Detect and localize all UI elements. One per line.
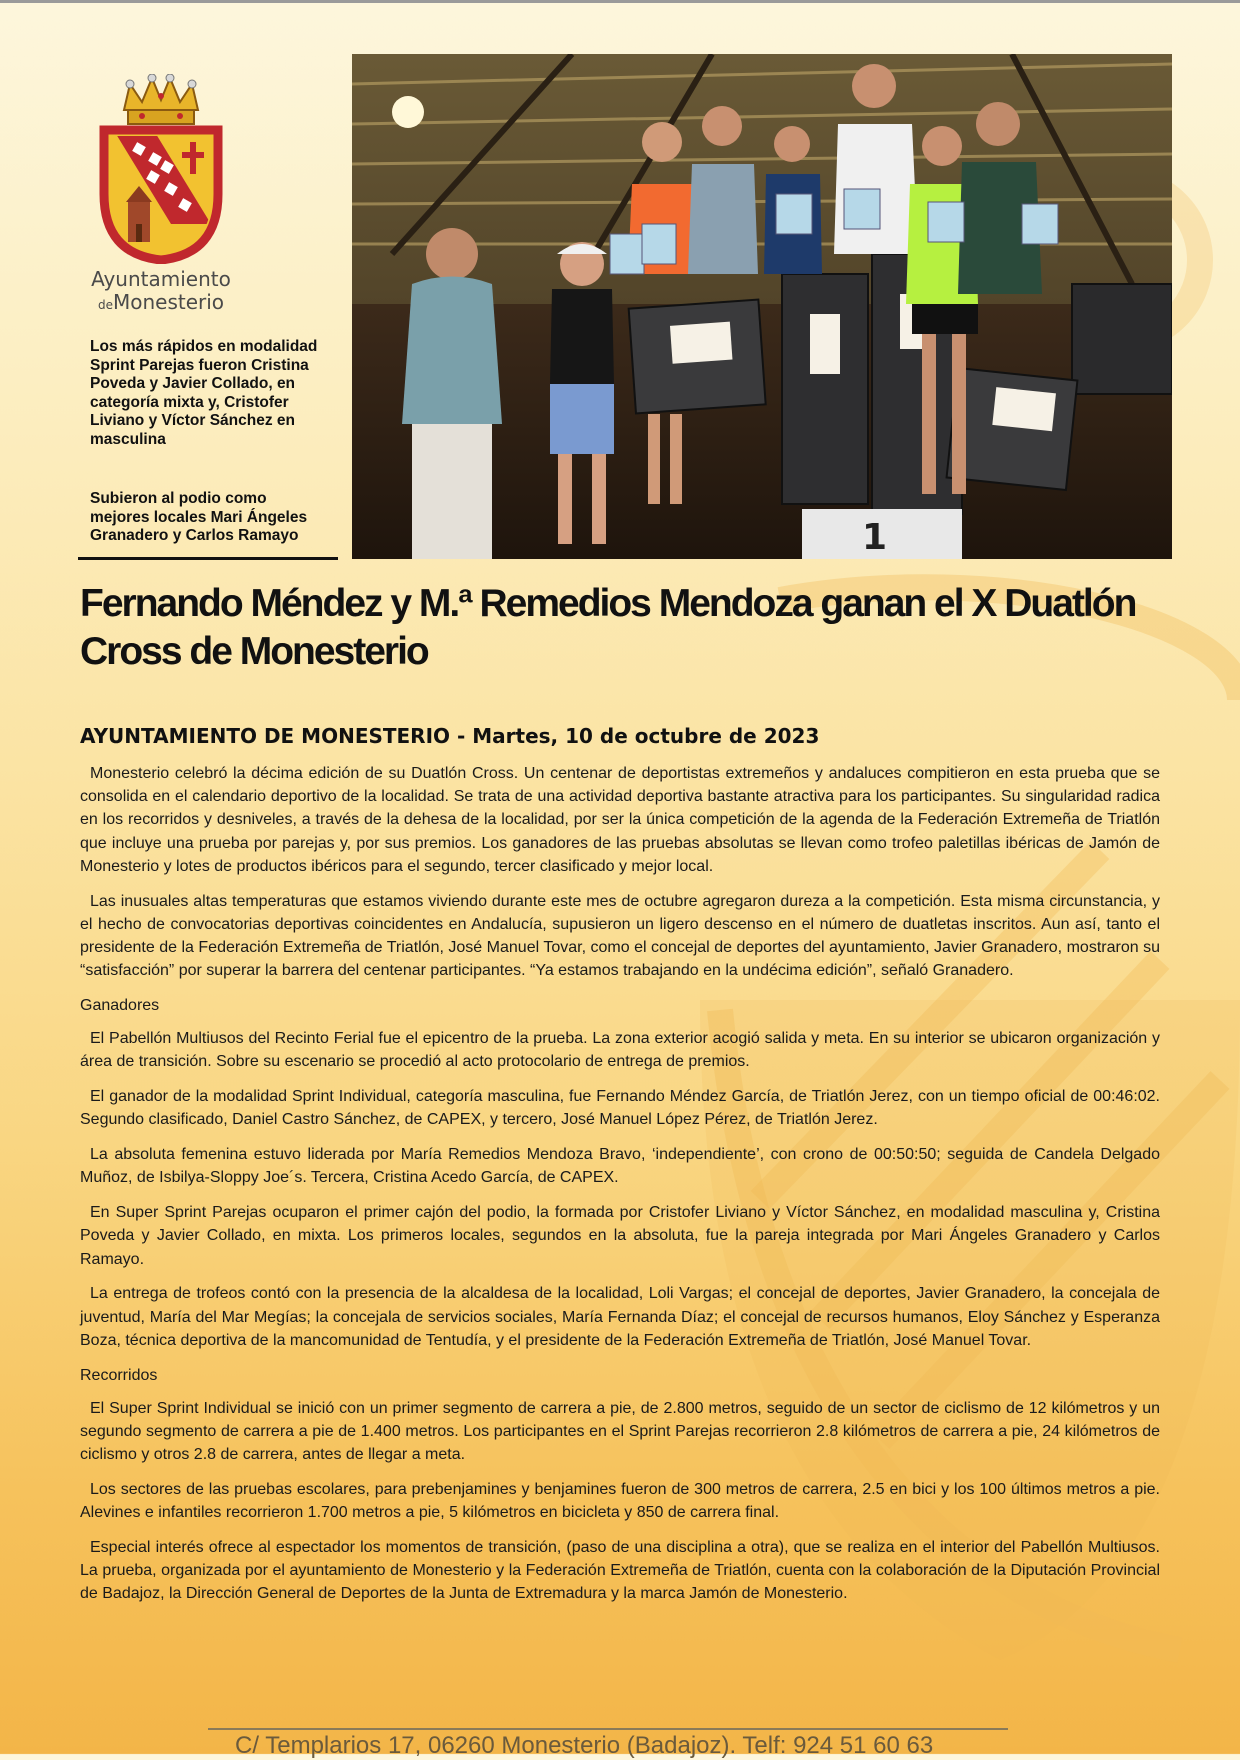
paragraph-4: El ganador de la modalidad Sprint Individual, categoría masculina, fue Fernando Méndez García, de Triatlón Jerez, con un tiempo oficial de 00:46:02. Segundo clasificado, Daniel Castro Sánchez, de CAPEX, y tercero, José Manuel López Pérez, de Triatlón Jerez. [80, 1088, 1160, 1129]
logo-wordmark [86, 268, 236, 317]
coat-of-arms-icon [86, 74, 236, 264]
footer-divider [208, 1728, 1008, 1730]
paragraph-1: Monesterio celebró la décima edición de su Duatlón Cross. Un centenar de deportistas extremeños y andaluces compitieron en esta prueba que se consolida en el calendario deportivo de la localidad. Se trata de una actividad deportiva bastante atractiva para los participantes. Su singularidad radica en los recorridos y desniveles, a través de la dehesa de la localidad, por ser la única competición de la agenda de la Federación Extremeña de Triatlón que incluye una prueba por parejas y, por sus premios. Los ganadores de las pruebas absolutas se llevan como trofeo paletillas ibéricas de Jamón de Monesterio y lotes de productos ibéricos para el segundo, tercer clasificado y mejor local. [80, 765, 1160, 875]
podium-number: 1 [862, 517, 888, 558]
paragraph-8: El Super Sprint Individual se inició con un primer segmento de carrera a pie, de 2.800 metros, seguido de un sector de ciclismo de 12 kilómetros y un segundo segmento de carrera a pie de 1.400 metros. Los participantes en el Sprint Parejas recorrieron 2.8 kilómetros de carrera a pie, 24 kilómetros de ciclismo y otros 2.8 de carrera, antes de llegar a meta. [80, 1399, 1160, 1464]
subheading-recorridos: Recorridos [80, 1366, 158, 1384]
paragraph-3: El Pabellón Multiusos del Recinto Ferial fue el epicentro de la prueba. La zona exterior acogió salida y meta. En su interior se ubicaron organización y área de transición. Sobre su escenario se procedió al acto protocolario de entrega de premios. [80, 1030, 1160, 1071]
footer-address: C/ Templarios 17, 06260 Monesterio (Badajoz). Telf: 924 51 60 63 [235, 1732, 934, 1759]
ayuntamiento-logo [86, 74, 236, 314]
paragraph-9: Los sectores de las pruebas escolares, para prebenjamines y benjamines fueron de 300 metros de carrera, 2.5 en bici y los 100 últimos metros a pie. Alevines e infantiles recorrieron 1.700 metros a pie, 5 kilómetros en bicicleta y 850 de carrera final. [80, 1481, 1160, 1522]
paragraph-6: En Super Sprint Parejas ocuparon el primer cajón del podio, la formada por Cristofer Liviano y Víctor Sánchez, en modalidad masculina y, Cristina Poveda y Javier Collado, en mixta. Los primeros locales, segundos en la absoluta, fue la pareja integrada por Mari Ángeles Granadero y Carlos Ramayo. [80, 1204, 1160, 1268]
logo-line-2-prefix: de [97, 298, 113, 312]
subheading-ganadores: Ganadores [80, 997, 160, 1015]
article-dateline: AYUNTAMIENTO DE MONESTERIO - Martes, 10 de octubre de 2023 [80, 724, 820, 748]
logo-line-1: Ayuntamiento [91, 267, 231, 291]
caption-divider [78, 557, 338, 560]
paragraph-5: La absoluta femenina estuvo liderada por María Remedios Mendoza Bravo, ‘independiente’, con crono de 00:50:50; seguida de Candela Delgado Muñoz, de Isbilya-Sloppy Joe´s. Tercera, Cristina Acedo García, de CAPEX. [80, 1146, 1160, 1187]
podium-photo [352, 54, 1172, 559]
article-body [80, 762, 1160, 1617]
top-border [0, 0, 1240, 3]
logo-line-2: Monesterio [112, 290, 225, 314]
article-headline: Fernando Méndez y M.ª Remedios Mendoza ganan el X Duatlón Cross de Monesterio [80, 582, 1136, 673]
paragraph-2: Las inusuales altas temperaturas que estamos viviendo durante este mes de octubre agregaron dureza a la competición. Esta misma circunstancia, y el hecho de convocatorias deportivas coincidentes en Andalucía, supusieron un ligero descenso en el número de duatletas inscritos. Aun así, tanto el presidente de la Federación Extremeña de Triatlón, José Manuel Tovar, como el concejal de deportes del ayuntamiento, Javier Granadero, mostraron su “satisfacción” por superar la barrera del centenar participantes. “Ya estamos trabajando en la undécima edición”, señaló Granadero. [80, 892, 1160, 980]
photo-caption-1: Los más rápidos en modalidad Sprint Parejas fueron Cristina Poveda y Javier Collado, en categoría mixta y, Cristofer Liviano y Víctor Sánchez en masculina [90, 338, 318, 448]
photo-caption-2: Subieron al podio como mejores locales Mari Ángeles Granadero y Carlos Ramayo [90, 490, 308, 544]
paragraph-7: La entrega de trofeos contó con la presencia de la alcaldesa de la localidad, Loli Vargas; el concejal de deportes, Javier Granadero, la concejala de juventud, María del Mar Megías; la concejala de servicios sociales, María Fernanda Díaz; el concejal de recursos humanos, Eloy Sánchez y Esperanza Boza, técnica deportiva de la mancomunidad de Tentudía, y el presidente de la Federación Extremeña de Triatlón, José Manuel Tovar. [80, 1285, 1160, 1349]
paragraph-10: Especial interés ofrece al espectador los momentos de transición, (paso de una disciplina a otra), que se realiza en el interior del Pabellón Multiusos. La prueba, organizada por el ayuntamiento de Monesterio y la Federación Extremeña de Triatlón, cuenta con la colaboración de la Diputación Provincial de Badajoz, la Dirección General de Deportes de la Junta de Extremadura y la marca Jamón de Monesterio. [80, 1539, 1160, 1603]
